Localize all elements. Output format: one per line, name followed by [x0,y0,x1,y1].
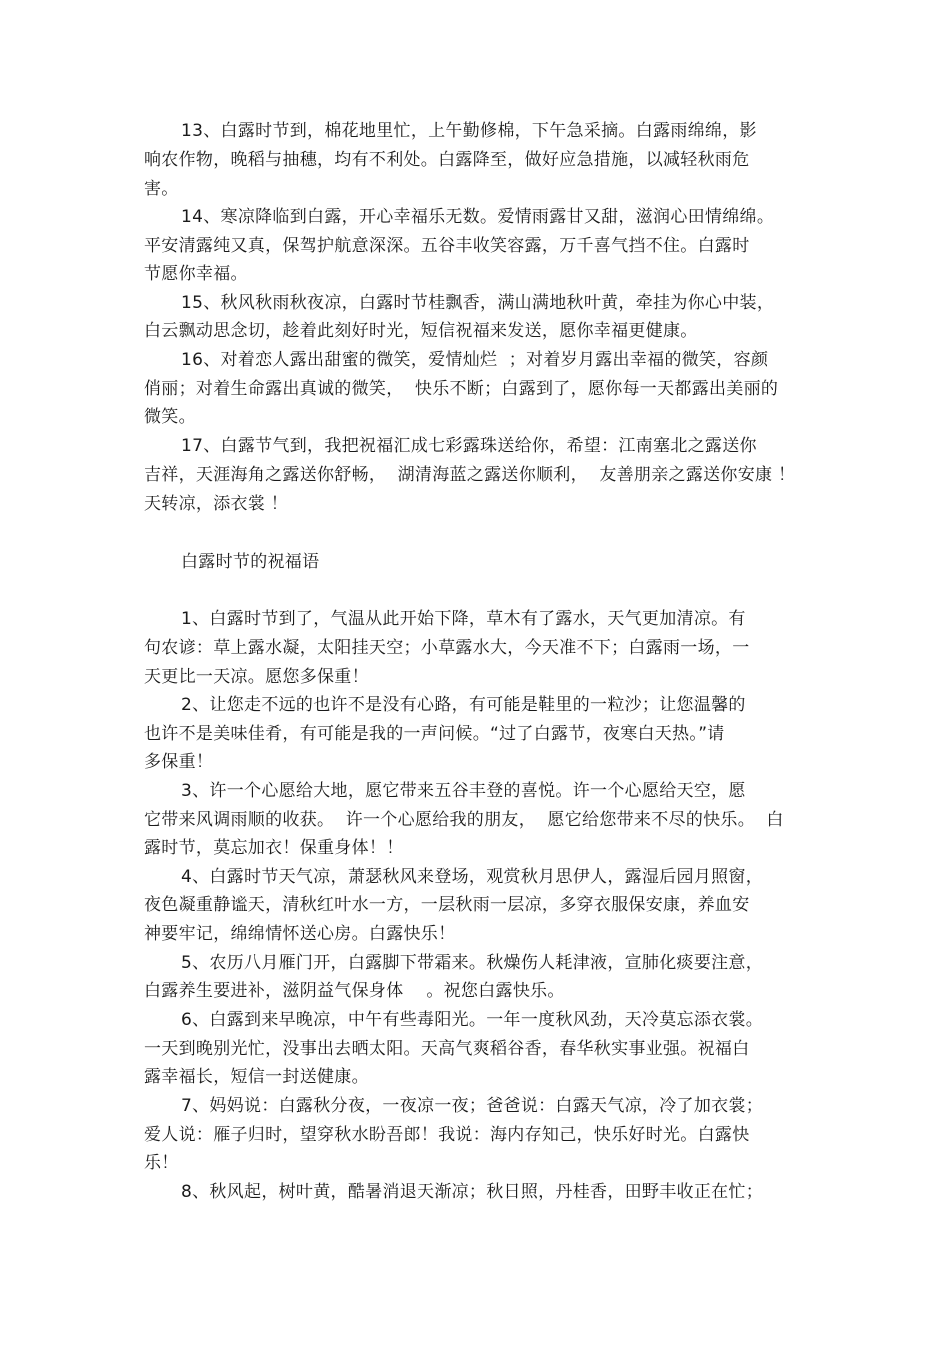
text-line: 句农谚：草上露水凝，太阳挂天空；小草露水大，今天准不下；白露雨一场，一 [144,638,750,658]
text-line: 16、对着恋人露出甜蜜的微笑，爱情灿烂 ；对着岁月露出幸福的微笑，容颜 [181,350,769,370]
text-line: 8、秋风起，树叶黄，酷暑消退天渐凉；秋日照，丹桂香，田野丰收正在忙； [181,1182,764,1202]
text-line: 节愿你幸福。 [144,264,248,284]
text-line: 乐！ [144,1153,179,1173]
text-line: 它带来风调雨顺的收获。 许一个心愿给我的朋友， 愿它给您带来不尽的快乐。 白 [144,810,784,830]
text-line: 4、白露时节天气凉，萧瑟秋风来登场，观赏秋月思伊人，露湿后园月照窗， [181,867,764,887]
text-line: 1、白露时节到了，气温从此开始下降，草木有了露水，天气更加清凉。有 [181,609,746,629]
text-line: 17、白露节气到，我把祝福汇成七彩露珠送给你，希望：江南塞北之露送你 [181,436,757,456]
text-line: 白云飘动思念切，趁着此刻好时光，短信祝福来发送，愿你幸福更健康。 [144,321,698,341]
text-line: 响农作物，晚稻与抽穗，均有不利处。白露降至，做好应急措施，以减轻秋雨危 [144,150,750,170]
text-line: 白露养生要进补，滋阴益气保身体 。祝您白露快乐。 [144,981,565,1001]
text-line: 天转凉，添衣裳 ！ [144,494,289,514]
text-line: 露幸福长，短信一封送健康。 [144,1067,369,1087]
text-line: 3、许一个心愿给大地，愿它带来五谷丰登的喜悦。许一个心愿给天空，愿 [181,781,746,801]
text-line: 俏丽；对着生命露出真诚的微笑， 快乐不断；白露到了，愿你每一天都露出美丽的 [144,379,779,399]
text-line: 害。 [144,179,179,199]
text-line: 夜色凝重静谧天，清秋红叶水一方，一层秋雨一层凉，多穿衣服保安康，养血安 [144,895,750,915]
text-line: 平安清露纯又真，保驾护航意深深。五谷丰收笑容露，万千喜气挡不住。白露时 [144,236,750,256]
text-line: 也许不是美味佳肴，有可能是我的一声问候。“过了白露节，夜寒白天热。”请 [144,724,725,744]
text-line: 一天到晚别光忙，没事出去晒太阳。天高气爽稻谷香，春华秋实事业强。祝福白 [144,1039,750,1059]
text-line: 吉祥，天涯海角之露送你舒畅， 湖清海蓝之露送你顺利， 友善朋亲之露送你安康 ！ [144,465,796,485]
text-line: 多保重！ [144,752,214,772]
text-line: 微笑。 [144,407,196,427]
text-line: 13、白露时节到，棉花地里忙，上午勤修棉，下午急采摘。白露雨绵绵，影 [181,121,757,141]
text-line: 7、妈妈说：白露秋分夜，一夜凉一夜；爸爸说：白露天气凉，冷了加衣裳； [181,1096,764,1116]
text-line: 2、让您走不远的也许不是没有心路，有可能是鞋里的一粒沙；让您温馨的 [181,695,746,715]
text-line: 6、白露到来早晚凉，中午有些毒阳光。一年一度秋风劲，天冷莫忘添衣裳。 [181,1010,764,1030]
text-line: 15、秋风秋雨秋夜凉，白露时节桂飘香，满山满地秋叶黄，牵挂为你心中装， [181,293,775,313]
text-line: 露时节，莫忘加衣！保重身体！！ [144,838,404,858]
text-line: 爱人说：雁子归时，望穿秋水盼吾郎！我说：海内存知己，快乐好时光。白露快 [144,1125,750,1145]
section-heading: 白露时节的祝福语 [181,552,320,572]
text-line: 天更比一天凉。愿您多保重！ [144,667,369,687]
text-line: 14、寒凉降临到白露，开心幸福乐无数。爱情雨露甘又甜，滋润心田情绵绵。 [181,207,775,227]
text-line: 5、农历八月雁门开，白露脚下带霜来。秋燥伤人耗津液，宣肺化痰要注意， [181,953,764,973]
text-line: 神要牢记，绵绵情怀送心房。白露快乐！ [144,924,456,944]
